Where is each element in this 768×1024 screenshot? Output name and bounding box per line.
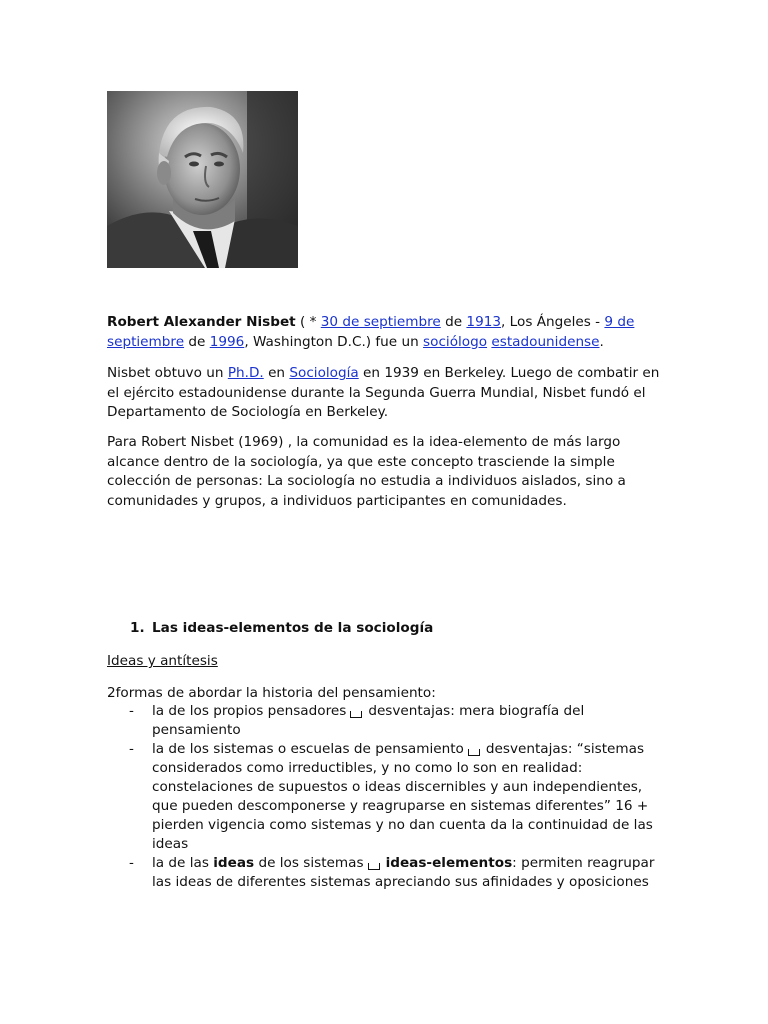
section-title: Las ideas-elementos de la sociología [152,620,434,636]
list-item-bold: ideas [213,855,255,871]
career-paragraph [107,364,667,423]
bio-text: ( * [295,314,321,330]
birth-year-link[interactable]: 1913 [466,314,502,330]
arrow-icon [468,749,480,756]
person-name: Robert Alexander Nisbet [107,314,296,330]
list-item-text: desventajas: “sistemas considerados como irreductibles, y no como lo son en realidad: constelaciones de supuestos o ideas discernibles y aun independientes, que pueden descomponerse y reagruparse en sistemas diferentes” 16 + pierden vigencia como sistemas y no dan cuenta da la continuidad de las ideas [152,741,653,852]
bio-text: de [184,333,210,350]
list-item [107,854,672,892]
list-item-text: la de los sistemas o escuelas de pensamiento [152,741,464,757]
list-item-bold: ideas-elementos [385,855,513,871]
sociology-link[interactable]: Sociología [289,365,359,381]
bio-text: . [599,333,604,350]
section-intro: 2formas de abordar la historia del pensamiento: [107,685,436,701]
bio-text: , Los Ángeles - [501,314,605,330]
portrait-photo [107,91,298,268]
list-dash: - [129,741,134,757]
list-item [107,740,672,854]
list-item-text: desventajas: mera biografía del pensamiento [152,703,585,738]
death-date-link[interactable]: 9 de septiembre [107,314,635,350]
bio-paragraph [107,313,667,352]
section-heading [130,619,433,638]
bio-text: de [440,314,467,330]
profession-link[interactable]: sociólogo [423,333,488,350]
death-year-link[interactable]: 1996 [209,333,245,350]
career-text: Nisbet obtuvo un [107,365,228,381]
list-item-text: de los sistemas [254,855,364,871]
section-subtitle: Ideas y antítesis [107,653,218,669]
list-item [107,702,672,740]
list-dash: - [129,703,134,719]
list-item-text: : permiten reagrupar las ideas de diferentes sistemas apreciando sus afinidades y oposiciones [152,855,655,890]
arrow-icon [368,863,380,870]
bio-text: , Washington D.C.) fue un [244,333,424,350]
career-text: en [263,365,290,381]
approaches-list [107,702,677,892]
birth-date-link[interactable]: 30 de septiembre [320,314,441,330]
phd-link[interactable]: Ph.D. [227,365,264,381]
list-item-text: la de las [152,855,214,871]
arrow-icon [350,711,362,718]
nationality-link[interactable]: estadounidense [491,333,600,350]
community-paragraph: Para Robert Nisbet (1969) , la comunidad es la idea-elemento de más largo alcance dentro de la sociología, ya que este concepto trasciende la simple colección de personas: La sociología no estudia a individuos aislados, sino a comunidades y grupos, a individuos participantes en comunidades. [107,434,626,509]
section-number: 1. [130,620,145,636]
list-item-text: la de los propios pensadores [152,703,347,719]
list-dash: - [129,855,134,871]
career-text: en 1939 en Berkeley. Luego de combatir en el ejército estadounidense durante la Segunda Guerra Mundial, Nisbet fundó el Departamento de Sociología en Berkeley. [107,365,660,420]
